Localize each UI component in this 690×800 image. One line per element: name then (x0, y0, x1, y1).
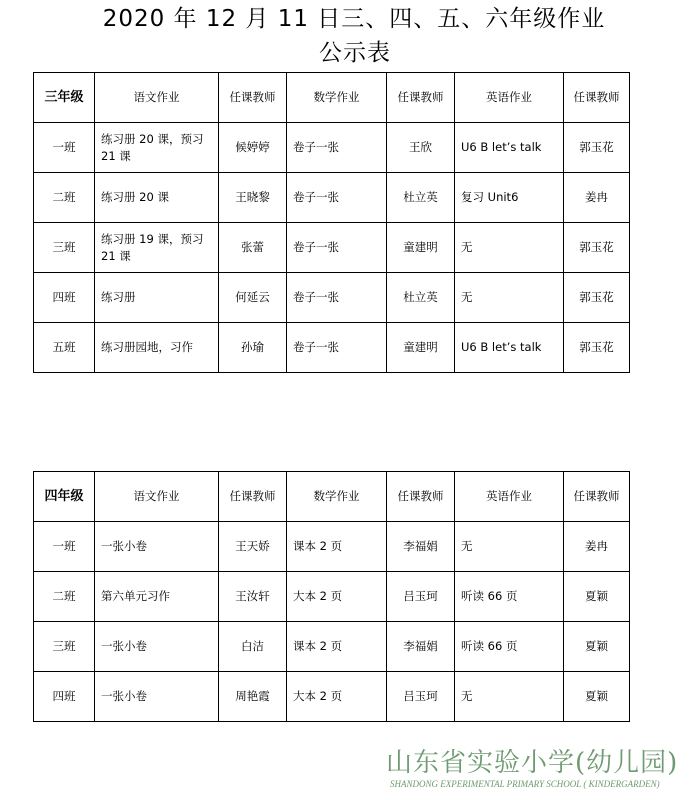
teacher-cell: 李福娟 (387, 522, 455, 572)
table-row (34, 323, 630, 373)
teacher-cell: 何延云 (219, 273, 287, 323)
teacher-cell: 夏颖 (564, 622, 630, 672)
english-homework-cell: 无 (455, 672, 564, 722)
chinese-homework-cell: 一张小卷 (95, 522, 219, 572)
english-homework-cell: 无 (455, 522, 564, 572)
grade-3-table (33, 72, 630, 373)
class-cell: 二班 (34, 173, 95, 223)
class-cell: 二班 (34, 572, 95, 622)
header-teacher: 任课教师 (219, 472, 287, 522)
chinese-homework-cell: 练习册 19 课，预习 21 课 (95, 223, 219, 273)
grade-4-table (33, 471, 630, 722)
math-homework-cell: 卷子一张 (287, 123, 387, 173)
teacher-cell: 周艳霞 (219, 672, 287, 722)
header-teacher: 任课教师 (564, 472, 630, 522)
table-header-row (34, 73, 630, 123)
teacher-cell: 吕玉珂 (387, 572, 455, 622)
table-row (34, 273, 630, 323)
header-chinese: 语文作业 (95, 472, 219, 522)
teacher-cell: 王天娇 (219, 522, 287, 572)
chinese-homework-cell: 练习册 20 课 (95, 173, 219, 223)
teacher-cell: 夏颖 (564, 572, 630, 622)
teacher-cell: 候婷婷 (219, 123, 287, 173)
chinese-homework-cell: 练习册 20 课，预习 21 课 (95, 123, 219, 173)
math-homework-cell: 课本 2 页 (287, 622, 387, 672)
class-cell: 三班 (34, 622, 95, 672)
teacher-cell: 姜冉 (564, 522, 630, 572)
header-english: 英语作业 (455, 73, 564, 123)
class-cell: 五班 (34, 323, 95, 373)
title-line-1: 2020 年 12 月 11 日三、四、五、六年级作业 (102, 6, 606, 32)
english-homework-cell: U6 B let’s talk (455, 123, 564, 173)
chinese-homework-cell: 一张小卷 (95, 622, 219, 672)
table-row (34, 173, 630, 223)
table-row (34, 622, 630, 672)
class-cell: 三班 (34, 223, 95, 273)
teacher-cell: 杜立英 (387, 273, 455, 323)
header-grade: 四年级 (34, 472, 95, 522)
teacher-cell: 姜冉 (564, 173, 630, 223)
header-math: 数学作业 (287, 73, 387, 123)
class-cell: 一班 (34, 123, 95, 173)
teacher-cell: 王晓黎 (219, 173, 287, 223)
header-english: 英语作业 (455, 472, 564, 522)
table-row (34, 572, 630, 622)
class-cell: 一班 (34, 522, 95, 572)
header-teacher: 任课教师 (387, 472, 455, 522)
teacher-cell: 张蕾 (219, 223, 287, 273)
school-name-chinese: 山东省实验小学(幼儿园) (386, 748, 679, 778)
table-row (34, 123, 630, 173)
teacher-cell: 郭玉花 (564, 123, 630, 173)
header-teacher: 任课教师 (387, 73, 455, 123)
class-cell: 四班 (34, 672, 95, 722)
teacher-cell: 白洁 (219, 622, 287, 672)
english-homework-cell: 听读 66 页 (455, 572, 564, 622)
math-homework-cell: 卷子一张 (287, 223, 387, 273)
school-name-english: SHANDONG EXPERIMENTAL PRIMARY SCHOOL ( KINDERGARDEN) (390, 779, 660, 789)
teacher-cell: 郭玉花 (564, 273, 630, 323)
table-row (34, 223, 630, 273)
teacher-cell: 吕玉珂 (387, 672, 455, 722)
teacher-cell: 郭玉花 (564, 223, 630, 273)
english-homework-cell: 复习 Unit6 (455, 173, 564, 223)
teacher-cell: 王欣 (387, 123, 455, 173)
english-homework-cell: 听读 66 页 (455, 622, 564, 672)
header-chinese: 语文作业 (95, 73, 219, 123)
english-homework-cell: 无 (455, 273, 564, 323)
header-teacher: 任课教师 (219, 73, 287, 123)
chinese-homework-cell: 第六单元习作 (95, 572, 219, 622)
header-grade: 三年级 (34, 73, 95, 123)
teacher-cell: 杜立英 (387, 173, 455, 223)
title-line-2: 公示表 (319, 40, 391, 66)
teacher-cell: 王汝轩 (219, 572, 287, 622)
teacher-cell: 童建明 (387, 323, 455, 373)
table-row (34, 672, 630, 722)
english-homework-cell: 无 (455, 223, 564, 273)
header-math: 数学作业 (287, 472, 387, 522)
chinese-homework-cell: 一张小卷 (95, 672, 219, 722)
math-homework-cell: 课本 2 页 (287, 522, 387, 572)
teacher-cell: 夏颖 (564, 672, 630, 722)
math-homework-cell: 卷子一张 (287, 273, 387, 323)
header-teacher: 任课教师 (564, 73, 630, 123)
teacher-cell: 孙瑜 (219, 323, 287, 373)
table-header-row (34, 472, 630, 522)
math-homework-cell: 卷子一张 (287, 323, 387, 373)
teacher-cell: 李福娟 (387, 622, 455, 672)
math-homework-cell: 大本 2 页 (287, 572, 387, 622)
chinese-homework-cell: 练习册园地，习作 (95, 323, 219, 373)
school-logo (386, 748, 686, 790)
teacher-cell: 童建明 (387, 223, 455, 273)
chinese-homework-cell: 练习册 (95, 273, 219, 323)
math-homework-cell: 卷子一张 (287, 173, 387, 223)
teacher-cell: 郭玉花 (564, 323, 630, 373)
english-homework-cell: U6 B let’s talk (455, 323, 564, 373)
table-row (34, 522, 630, 572)
class-cell: 四班 (34, 273, 95, 323)
math-homework-cell: 大本 2 页 (287, 672, 387, 722)
